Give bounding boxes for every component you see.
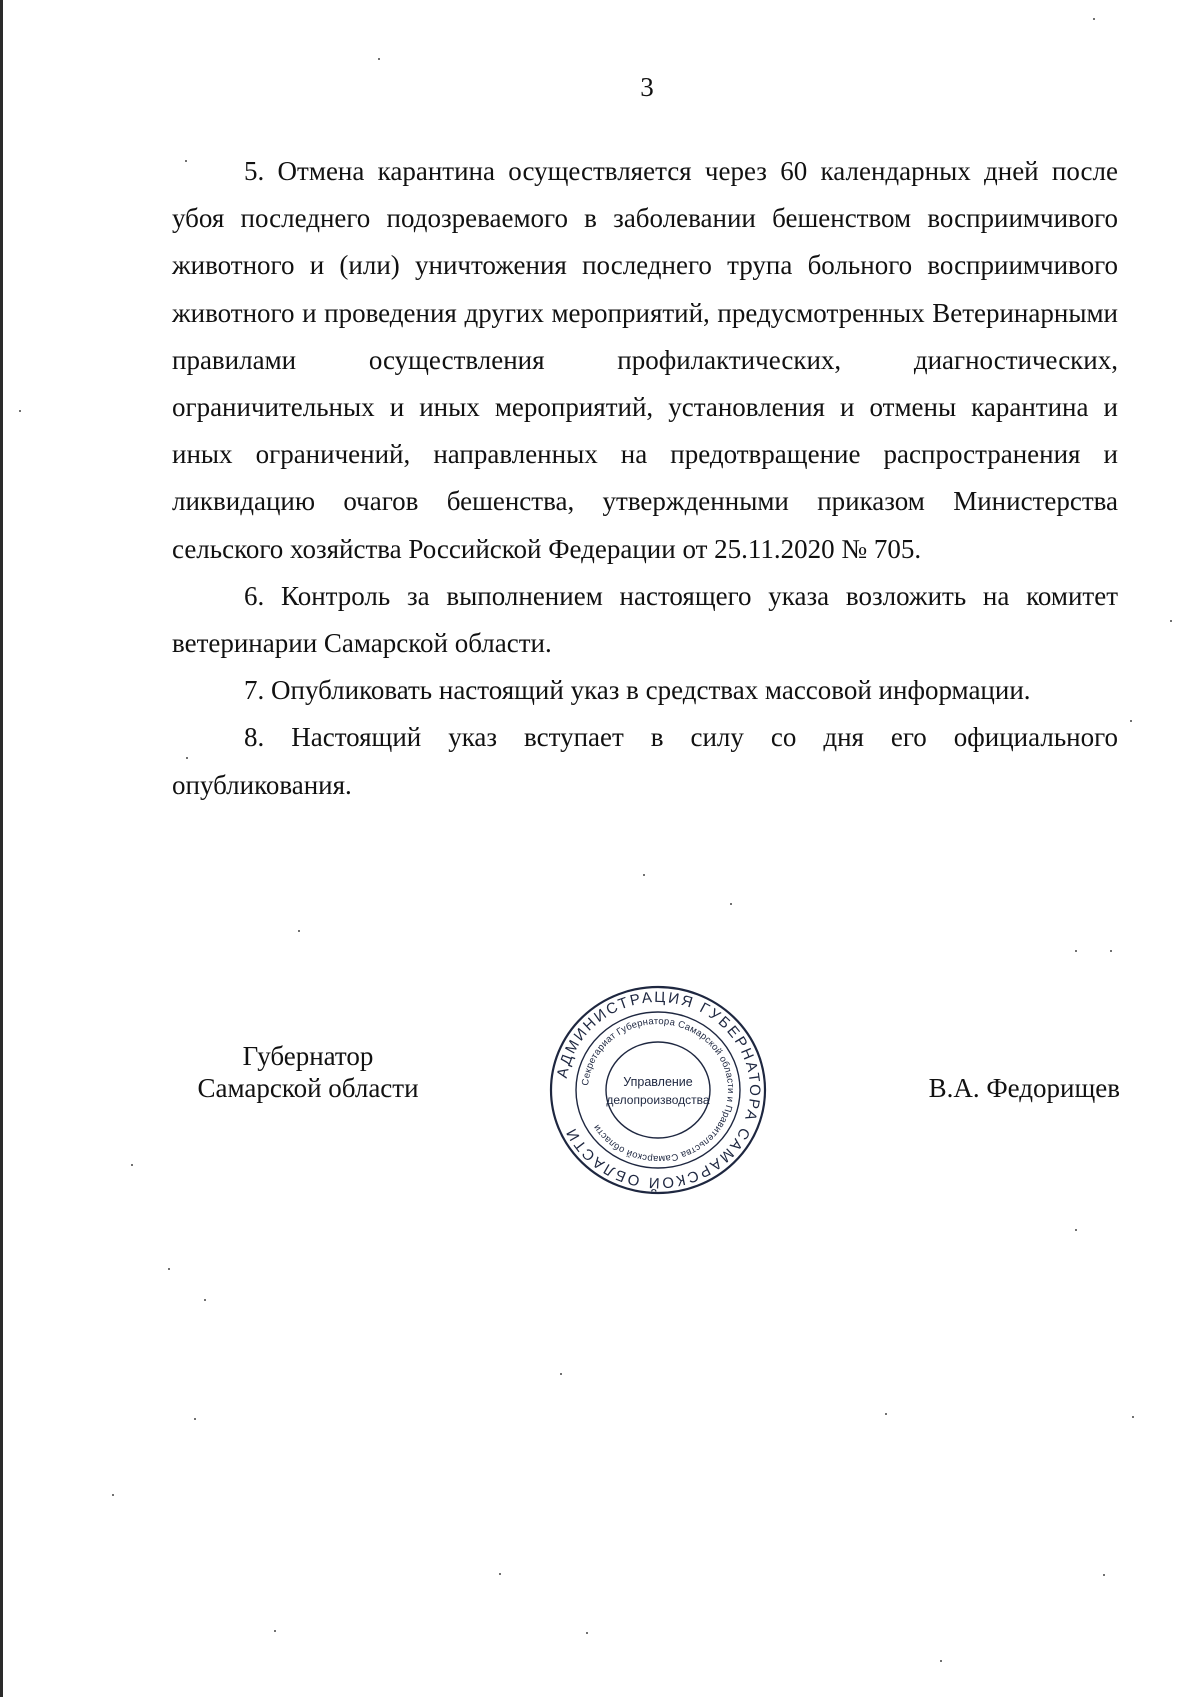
scan-speck [185, 160, 187, 162]
scan-speck [1110, 950, 1112, 952]
scan-speck [1093, 18, 1095, 20]
scan-speck [131, 1164, 133, 1166]
scan-speck [1103, 1574, 1105, 1576]
stamp-center-line2: делопроизводства [606, 1093, 710, 1107]
stamp-inner-text: Секретариат Губернатора Самарской области и Правительства Самарской области [580, 1015, 737, 1165]
scan-speck [1130, 720, 1132, 722]
scan-speck [643, 874, 645, 876]
page-number: 3 [640, 72, 654, 102]
scan-speck [378, 58, 380, 60]
scan-speck [194, 1418, 196, 1420]
scan-speck [1132, 1416, 1134, 1418]
signer-position-line1: Губернатор [242, 1041, 374, 1071]
stamp-inner-circle [606, 1042, 710, 1138]
scan-speck [1170, 620, 1172, 622]
paragraph-6: 6. Контроль за выполнением настоящего указа возложить на комитет ветеринарии Самарской области. [172, 580, 1118, 659]
scan-speck [885, 1413, 887, 1415]
scan-speck [168, 1268, 170, 1270]
scan-speck [499, 1573, 501, 1575]
stamp-mid-circle [576, 1012, 740, 1168]
scan-speck [940, 1660, 942, 1662]
page-edge [0, 0, 3, 1697]
scan-speck [730, 903, 732, 905]
signer-position [188, 1040, 428, 1104]
scan-speck [298, 930, 300, 932]
scan-speck [586, 1632, 588, 1634]
scan-speck [274, 1630, 276, 1632]
scan-speck [1075, 1229, 1077, 1231]
scan-speck [560, 1373, 562, 1375]
signer-position-line2: Самарской области [197, 1073, 419, 1103]
signer-name: В.А. Федорищев [928, 1073, 1120, 1103]
scan-speck [186, 757, 188, 759]
paragraph-8: 8. Настоящий указ вступает в силу со дня его официального опубликования. [172, 722, 1118, 800]
stamp-center-line1: Управление [623, 1075, 693, 1089]
paragraph-5: 5. Отмена карантина осуществляется через 60 календарных дней после убоя последнего подозреваемого в заболевании бешенством восприимчивого животного и (или) уничтожения последнего трупа больного восприимчивого животного и проведения других мероприятий, предусмотренных Ветеринарными правилами осуществления профилактических, диагностических, ограничительных и иных мероприятий, установления и отмены карантина и иных ограничений, направленных на предотвращение распространения и ликвидацию очагов бешенства, утвержденными приказом Министерства сельского хозяйства Российской Федерации от 25.11.2020 № 705. [172, 156, 1118, 564]
document-body [172, 148, 1118, 809]
scan-speck [1075, 950, 1077, 952]
scan-speck [112, 1494, 114, 1496]
paragraph-7: 7. Опубликовать настоящий указ в средствах массовой информации. [244, 675, 1031, 706]
official-stamp [543, 980, 773, 1200]
stamp-outer-text: АДМИНИСТРАЦИЯ ГУБЕРНАТОРА САМАРСКОЙ ОБЛАСТИ [553, 988, 764, 1192]
scan-speck [19, 410, 21, 412]
scan-speck [204, 1299, 206, 1301]
